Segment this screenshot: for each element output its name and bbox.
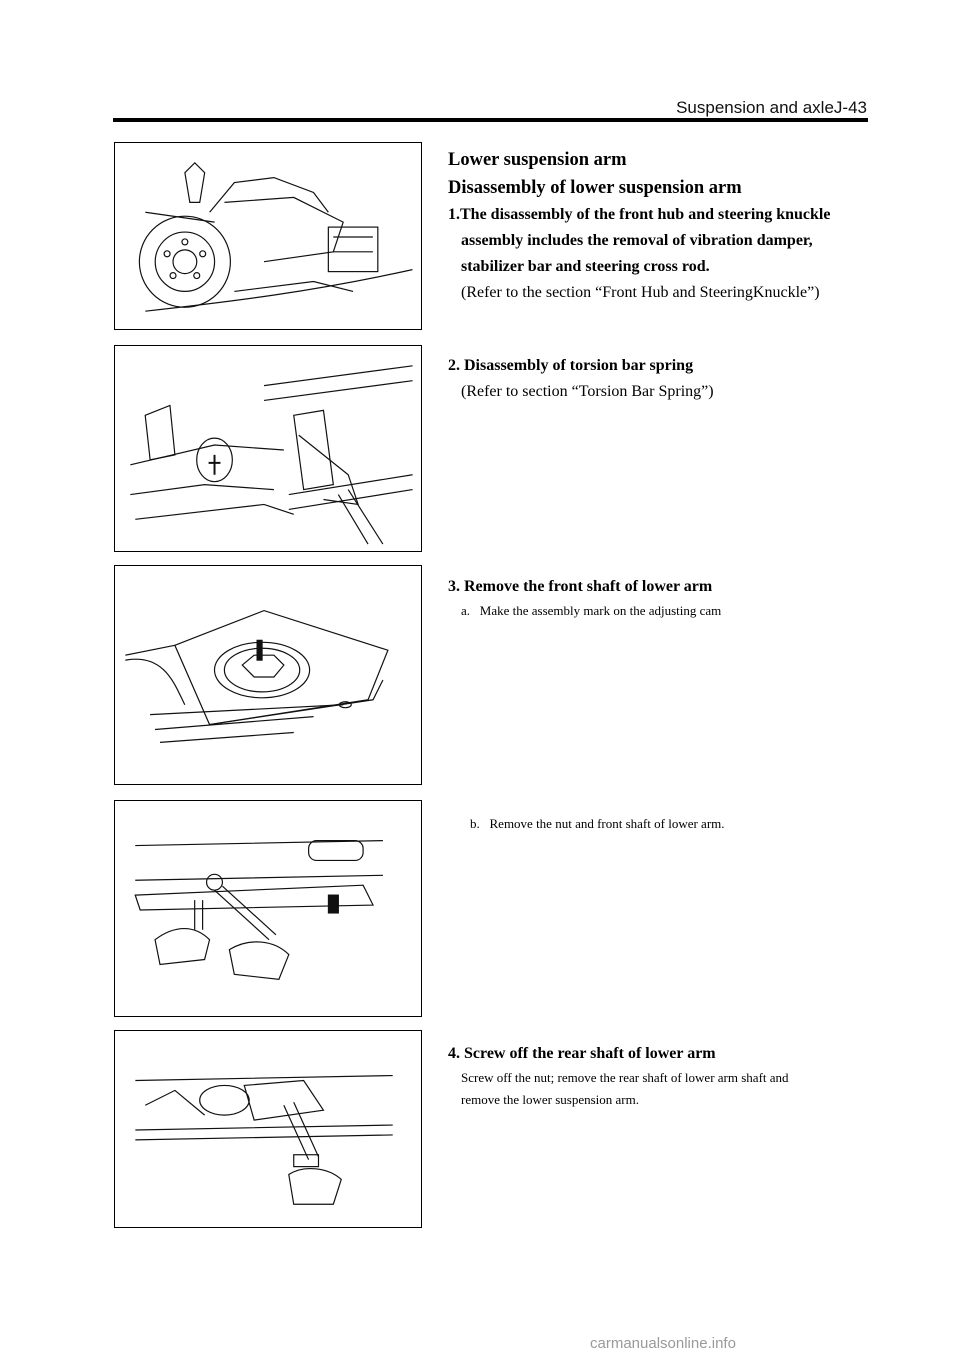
step-3a: a. Make the assembly mark on the adjusting cam <box>461 603 722 618</box>
section3-text <box>448 574 888 622</box>
figure-rear-shaft-removal <box>114 1030 422 1228</box>
step-1-line3: stabilizer bar and steering cross rod. <box>461 258 710 275</box>
step-2-note: (Refer to section “Torsion Bar Spring”) <box>461 383 714 400</box>
step-1-line1: 1.The disassembly of the front hub and steering knuckle <box>448 206 831 223</box>
step-3-title: 3. Remove the front shaft of lower arm <box>448 578 713 595</box>
step-1-line2: assembly includes the removal of vibration damper, <box>461 232 813 249</box>
watermark: carmanualsonline.info <box>590 1335 736 1352</box>
figure-torsion-bar <box>114 345 422 552</box>
step-1-note: (Refer to the section “Front Hub and SteeringKnuckle”) <box>461 284 820 301</box>
step-4-title: 4. Screw off the rear shaft of lower arm <box>448 1045 716 1062</box>
header-rule <box>113 118 868 122</box>
step-3b: b. Remove the nut and front shaft of lower arm. <box>470 816 725 831</box>
step-4-line1: Screw off the nut; remove the rear shaft of lower arm shaft and <box>461 1070 789 1085</box>
figure-adjusting-cam <box>114 565 422 785</box>
figure-hub-knuckle <box>114 142 422 330</box>
section2-text <box>448 353 888 405</box>
figure-front-shaft-removal <box>114 800 422 1017</box>
section4-text <box>448 1041 888 1111</box>
step-2-title: 2. Disassembly of torsion bar spring <box>448 357 694 374</box>
section-subtitle: Disassembly of lower suspension arm <box>448 178 742 198</box>
section1-text <box>448 146 888 306</box>
page-header: Suspension and axleJ-43 <box>676 98 867 117</box>
section3b-text <box>448 813 888 835</box>
step-4-line2: remove the lower suspension arm. <box>461 1092 639 1107</box>
section-title: Lower suspension arm <box>448 150 627 170</box>
